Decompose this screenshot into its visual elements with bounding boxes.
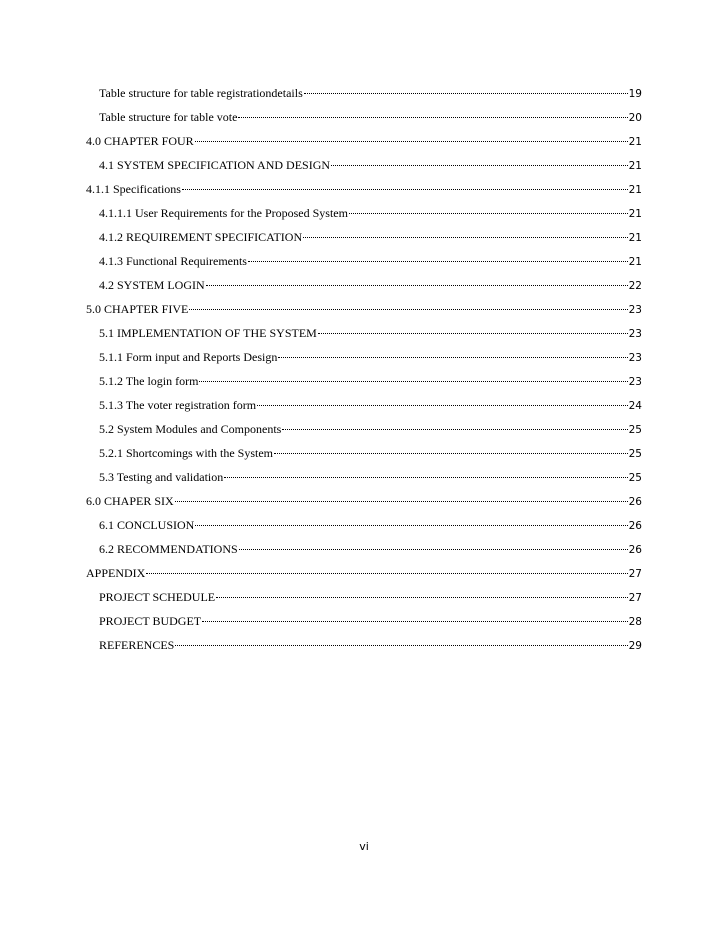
toc-entry-title: 6.1 CONCLUSION bbox=[99, 518, 195, 532]
toc-dot-leader bbox=[274, 453, 628, 454]
toc-dot-leader bbox=[303, 237, 628, 238]
toc-dot-leader bbox=[146, 573, 627, 574]
toc-entry-title: 5.0 CHAPTER FIVE bbox=[86, 302, 189, 316]
toc-entry[interactable] bbox=[86, 85, 642, 109]
toc-entry-page: 21 bbox=[628, 184, 642, 196]
toc-dot-leader bbox=[216, 597, 627, 598]
toc-entry[interactable] bbox=[86, 277, 642, 301]
toc-entry-page: 21 bbox=[628, 232, 642, 244]
toc-entry-page: 27 bbox=[628, 592, 642, 604]
toc-entry[interactable] bbox=[86, 517, 642, 541]
toc-dot-leader bbox=[224, 477, 627, 478]
toc-entry-title: 5.1.1 Form input and Reports Design bbox=[99, 350, 278, 364]
toc-dot-leader bbox=[304, 93, 628, 94]
toc-entry-title: 4.1.3 Functional Requirements bbox=[99, 254, 247, 268]
toc-entry-title: 5.2.1 Shortcomings with the System bbox=[99, 446, 273, 460]
toc-entry[interactable] bbox=[86, 373, 642, 397]
toc-dot-leader bbox=[239, 549, 628, 550]
toc-entry[interactable] bbox=[86, 445, 642, 469]
toc-entry-page: 21 bbox=[628, 136, 642, 148]
toc-entry-title: 4.1 SYSTEM SPECIFICATION AND DESIGN bbox=[99, 158, 331, 172]
toc-entry-title: 5.1 IMPLEMENTATION OF THE SYSTEM bbox=[99, 326, 317, 340]
toc-entry-page: 23 bbox=[628, 376, 642, 388]
toc-dot-leader bbox=[349, 213, 628, 214]
toc-entry[interactable] bbox=[86, 325, 642, 349]
toc-entry[interactable] bbox=[86, 205, 642, 229]
toc-entry-title: 4.0 CHAPTER FOUR bbox=[86, 134, 194, 148]
toc-dot-leader bbox=[206, 285, 628, 286]
toc-entry-page: 29 bbox=[628, 640, 642, 652]
toc-entry-title: 6.2 RECOMMENDATIONS bbox=[99, 542, 238, 556]
toc-dot-leader bbox=[318, 333, 628, 334]
page-number: vi bbox=[359, 840, 369, 853]
toc-entry[interactable] bbox=[86, 541, 642, 565]
toc-entry-page: 23 bbox=[628, 304, 642, 316]
toc-entry-page: 27 bbox=[628, 568, 642, 580]
toc-entry-title: 4.2 SYSTEM LOGIN bbox=[99, 278, 205, 292]
toc-dot-leader bbox=[278, 357, 627, 358]
toc-entry[interactable] bbox=[86, 565, 642, 589]
toc-entry-page: 22 bbox=[628, 280, 642, 292]
toc-entry-page: 26 bbox=[628, 520, 642, 532]
toc-entry[interactable] bbox=[86, 229, 642, 253]
toc-dot-leader bbox=[257, 405, 628, 406]
table-of-contents bbox=[86, 85, 642, 661]
toc-entry[interactable] bbox=[86, 397, 642, 421]
toc-entry-title: APPENDIX bbox=[86, 566, 146, 580]
toc-entry-title: 4.1.1 Specifications bbox=[86, 182, 181, 196]
toc-entry-title: 5.1.3 The voter registration form bbox=[99, 398, 257, 412]
toc-entry-title: 4.1.1.1 User Requirements for the Proposed System bbox=[99, 206, 348, 220]
toc-dot-leader bbox=[189, 309, 627, 310]
toc-entry-page: 20 bbox=[628, 112, 642, 124]
toc-entry-page: 23 bbox=[628, 328, 642, 340]
toc-entry-page: 19 bbox=[628, 88, 642, 100]
toc-entry-page: 21 bbox=[628, 208, 642, 220]
toc-entry[interactable] bbox=[86, 157, 642, 181]
toc-entry[interactable] bbox=[86, 133, 642, 157]
toc-entry-title: 5.3 Testing and validation bbox=[99, 470, 224, 484]
toc-entry-page: 21 bbox=[628, 160, 642, 172]
toc-entry-page: 24 bbox=[628, 400, 642, 412]
toc-entry-title: Table structure for table vote bbox=[99, 110, 238, 124]
toc-entry[interactable] bbox=[86, 469, 642, 493]
toc-entry[interactable] bbox=[86, 493, 642, 517]
toc-entry-title: 5.2 System Modules and Components bbox=[99, 422, 282, 436]
toc-dot-leader bbox=[331, 165, 628, 166]
toc-entry-page: 21 bbox=[628, 256, 642, 268]
toc-entry-title: 4.1.2 REQUIREMENT SPECIFICATION bbox=[99, 230, 303, 244]
toc-entry[interactable] bbox=[86, 589, 642, 613]
toc-entry-title: PROJECT SCHEDULE bbox=[99, 590, 216, 604]
toc-entry[interactable] bbox=[86, 421, 642, 445]
toc-entry-title: REFERENCES bbox=[99, 638, 175, 652]
toc-dot-leader bbox=[195, 141, 628, 142]
toc-entry-page: 26 bbox=[628, 544, 642, 556]
toc-dot-leader bbox=[175, 645, 627, 646]
toc-entry-page: 26 bbox=[628, 496, 642, 508]
toc-entry-title: Table structure for table registrationdetails bbox=[99, 86, 303, 100]
toc-entry[interactable] bbox=[86, 613, 642, 637]
toc-dot-leader bbox=[199, 381, 627, 382]
toc-entry[interactable] bbox=[86, 181, 642, 205]
toc-dot-leader bbox=[248, 261, 628, 262]
toc-entry[interactable] bbox=[86, 109, 642, 133]
toc-dot-leader bbox=[182, 189, 628, 190]
toc-entry-page: 25 bbox=[628, 448, 642, 460]
toc-entry-page: 23 bbox=[628, 352, 642, 364]
toc-entry-title: 5.1.2 The login form bbox=[99, 374, 199, 388]
toc-dot-leader bbox=[195, 525, 627, 526]
toc-entry[interactable] bbox=[86, 301, 642, 325]
toc-entry-page: 25 bbox=[628, 472, 642, 484]
toc-entry-title: 6.0 CHAPER SIX bbox=[86, 494, 174, 508]
toc-entry[interactable] bbox=[86, 637, 642, 661]
toc-dot-leader bbox=[282, 429, 627, 430]
toc-dot-leader bbox=[175, 501, 628, 502]
toc-entry-title: PROJECT BUDGET bbox=[99, 614, 202, 628]
toc-dot-leader bbox=[238, 117, 627, 118]
toc-dot-leader bbox=[202, 621, 628, 622]
toc-entry-page: 25 bbox=[628, 424, 642, 436]
toc-entry-page: 28 bbox=[628, 616, 642, 628]
toc-entry[interactable] bbox=[86, 349, 642, 373]
toc-entry[interactable] bbox=[86, 253, 642, 277]
